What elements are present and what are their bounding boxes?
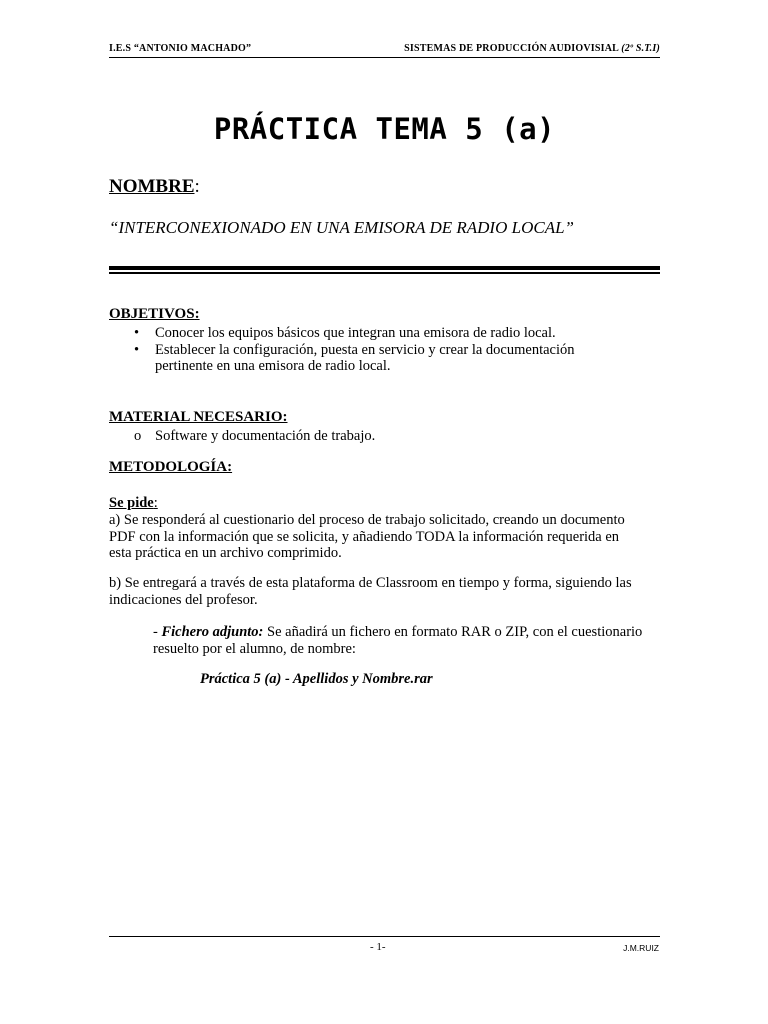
footer-divider (109, 936, 660, 937)
list-item (131, 428, 631, 445)
objetivos-colon: : (194, 306, 200, 322)
objetivo-text: Establecer la configuración, puesta en servicio y crear la documentación pertinente en una emisora de radio local. (155, 341, 575, 374)
adjunto-label: Fichero adjunto: (161, 624, 264, 640)
circle-bullet-icon: o (134, 428, 142, 444)
material-text: Software y documentación de trabajo. (155, 428, 376, 444)
header-school: I.E.S “ANTONIO MACHADO” (109, 43, 252, 54)
nombre-field (109, 176, 200, 198)
material-heading: MATERIAL NECESARIO: (109, 409, 288, 425)
nombre-colon: : (194, 176, 200, 197)
footer-author: J.M.RUIZ (623, 943, 659, 953)
paragraph-a: a) Se responderá al cuestionario del proceso de trabajo solicitado, creando un documento PDF con la información que se solicita, y añadiendo TODA la información requerida en esta práctica en un archivo comprimido. (109, 512, 625, 561)
filename: Práctica 5 (a) - Apellidos y Nombre.rar (200, 671, 433, 687)
list-item (131, 325, 631, 342)
header-subject (404, 43, 660, 54)
title-divider-thick (109, 266, 660, 270)
objetivos-list (131, 325, 631, 375)
page-number: - 1- (370, 941, 386, 953)
header-subject-name: SISTEMAS DE PRODUCCIÓN AUDIOVISIAL (404, 43, 619, 54)
practice-subtitle: “INTERCONEXIONADO EN UNA EMISORA DE RADIO LOCAL” (109, 218, 574, 237)
header-divider (109, 57, 660, 58)
page-title: PRÁCTICA TEMA 5 (a) (213, 112, 556, 146)
adjunto-text: Se añadirá un fichero en formato RAR o ZIP, con el cuestionario resuelto por el alumno, de nombre: (153, 624, 643, 657)
se-pide-heading (109, 495, 158, 512)
bullet-icon: • (134, 341, 140, 358)
paragraph-b: b) Se entregará a través de esta plataforma de Classroom en tiempo y forma, siguiendo las indicaciones del profesor. (109, 575, 632, 608)
objetivos-heading (109, 306, 200, 323)
se-pide-heading-text: Se pide (109, 495, 154, 511)
nombre-label: NOMBRE (109, 176, 195, 197)
list-item (131, 342, 631, 375)
objetivo-text: Conocer los equipos básicos que integran una emisora de radio local. (155, 325, 556, 341)
title-divider-thin (109, 272, 660, 274)
metodologia-heading: METODOLOGÍA: (109, 459, 233, 475)
header-course: (2º S.T.I) (621, 43, 660, 54)
adjunto-dash: - (153, 624, 162, 640)
se-pide-colon: : (153, 495, 158, 511)
adjunto-paragraph (153, 624, 663, 657)
bullet-icon: • (134, 325, 140, 341)
material-list (131, 428, 631, 445)
objetivos-heading-text: OBJETIVOS (109, 306, 195, 322)
